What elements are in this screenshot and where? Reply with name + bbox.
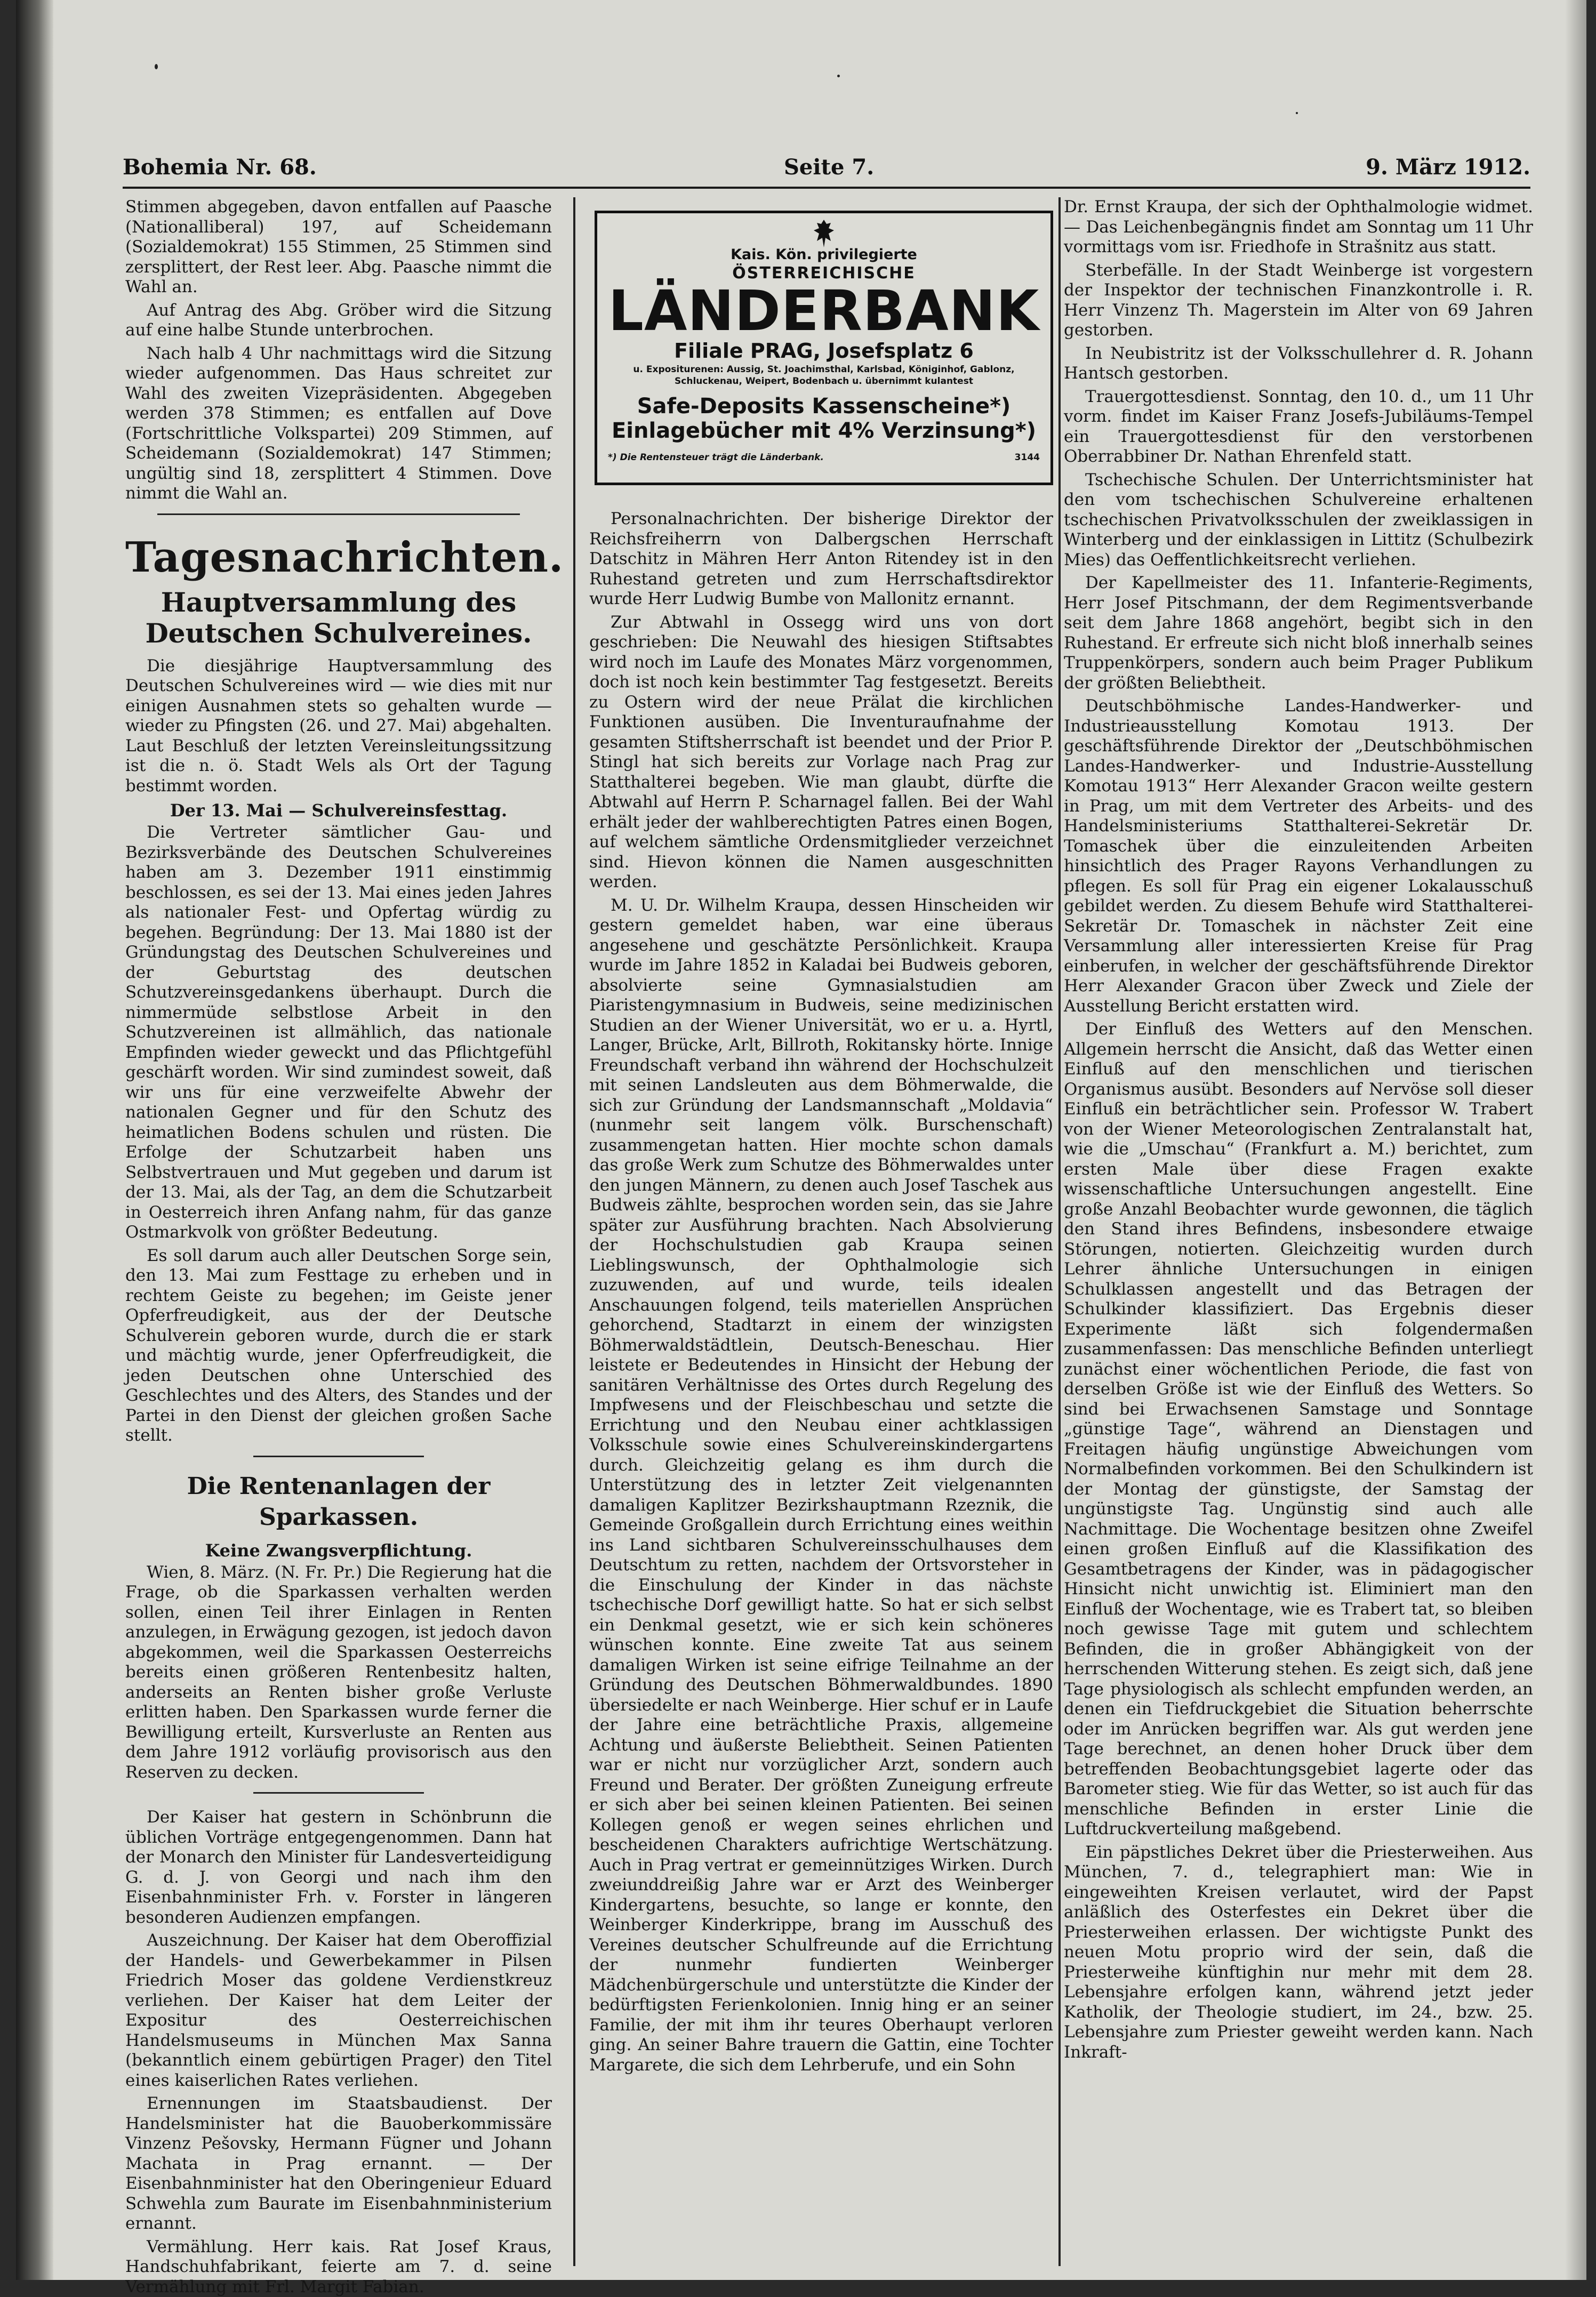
news-item-kapellmeister: Der Kapellmeister des 11. Infanterie-Regiments, Herr Josef Pitschmann, der dem Regimentsverbande seit dem Jahre 1868 angehört, begibt sich in den Ruhestand. Er erfreute sich nicht bloß innerhalb seines Truppenkörpers, sondern auch beim Prager Publikum der größten Beliebtheit. xyxy=(1064,573,1533,693)
page-header xyxy=(123,155,1530,187)
separator xyxy=(157,513,520,515)
section-title: Tagesnachrichten. xyxy=(125,533,552,582)
article-paragraph: Wien, 8. März. (N. Fr. Pr.) Die Regierung hat die Frage, ob die Sparkassen verhalten werden sollen, einen Teil ihrer Einlagen in Renten anzulegen, in Erwägung gezogen, ist jedoch davon abgekommen, weil die Sparkassen Oesterreichs bereits einen größeren Rentenbesitz halten, anderseits an Renten bisher große Verluste erlitten haben. Den Sparkassen wurde ferner die Bewilligung erteilt, Kursverluste an Renten aus dem Jahre 1912 vorläufig provisorisch aus den Reserven zu decken. xyxy=(125,1563,552,1783)
news-item-kaiser: Der Kaiser hat gestern in Schönbrunn die üblichen Vorträge entgegengenommen. Dann hat der Monarch den Minister für Landesverteidigung G. d. J. von Georgi und nach ihm den Eisenbahnminister Frh. v. Forster in längeren besonderen Audienzen empfangen. xyxy=(125,1808,552,1927)
news-item-neubistritz: In Neubistritz ist der Volksschullehrer d. R. Johann Hantsch gestorben. xyxy=(1064,344,1533,384)
header-page-number: Seite 7. xyxy=(784,155,874,180)
ad-branch-address: Filiale PRAG, Josefsplatz 6 xyxy=(597,339,1050,363)
headline-schulverein: Hauptversammlung des Deutschen Schulvereines. xyxy=(125,587,552,649)
news-item-trauergottesdienst: Trauergottesdienst. Sonntag, den 10. d., um 11 Uhr vorm. findet im Kaiser Franz Josefs-Jubiläums-Tempel ein Trauergottesdienst für den verstorbenen Oberrabbiner Dr. Nathan Ehrenfeld statt. xyxy=(1064,387,1533,467)
ad-austrian-line: ÖSTERREICHISCHE xyxy=(597,264,1050,283)
article-paragraph: Die diesjährige Hauptversammlung des Deutschen Schulvereines wird — wie dies mit nur einigen Ausnahmen stets so gehalten wurde — wieder zu Pfingsten (26. und 27. Mai) abgehalten. Laut Beschluß der letzten Vereinsleitungssitzung ist die n. ö. Stadt Wels als Ort der Tagung bestimmt worden. xyxy=(125,656,552,797)
news-item-auszeichnung: Auszeichnung. Der Kaiser hat dem Oberoffizial der Handels- und Gewerbekammer in Pilsen Friedrich Moser das goldene Verdienstkreuz verliehen. Der Kaiser hat dem Leiter der Expositur des Oesterreichischen Handelsmuseums in München Max Sanna (bekanntlich einem gebürtigen Prager) den Titel eines kaiserlichen Rates verliehen. xyxy=(125,1931,552,2091)
column-rule-right xyxy=(1058,197,1061,2266)
article-paragraph: Auf Antrag des Abg. Gröber wird die Sitzung auf eine halbe Stunde unterbrochen. xyxy=(125,301,552,341)
ad-footnote xyxy=(608,452,1040,463)
ad-privileged-line: Kais. Kön. privilegierte xyxy=(597,246,1050,263)
news-item-paepstliches-dekret: Ein päpstliches Dekret über die Priesterweihen. Aus München, 7. d., telegraphiert man: Wie in eingeweihten Kreisen verlautet, wird der Papst anläßlich des Osterfestes ein Dekret über die Priesterweihen erlassen. Der wichtigste Punkt des neuen Motu proprio wird der sein, daß die Priesterweihe künftighin nur mehr mit dem 28. Lebensjahre erfolgen kann, während jetzt jeder Katholik, der Theologie studiert, im 24., bzw. 25. Lebensjahre zum Priester geweiht werden kann. Nach Inkraft- xyxy=(1064,1843,1533,2063)
headline-sparkassen: Die Rentenanlagen der Sparkassen. xyxy=(125,1471,552,1533)
header-rule xyxy=(123,187,1530,189)
print-speck xyxy=(837,75,840,77)
news-item-tschechische-schulen: Tschechische Schulen. Der Unterrichtsminister hat den vom tschechischen Schulvereine erhaltenen tschechischen Privatvolksschulen der zweiklassigen in Winterberg und der einklassigen in Littitz (Schulbezirk Mies) das Oeffentlichkeitsrecht verliehen. xyxy=(1064,470,1533,571)
ad-number: 3144 xyxy=(1015,452,1040,463)
news-item-vermaehlung: Vermählung. Herr kais. Rat Josef Kraus, Handschuhfabrikant, feierte am 7. d. seine Vermählung mit Frl. Margit Fabian. xyxy=(125,2237,552,2297)
news-item-kraupa-continued: Dr. Ernst Kraupa, der sich der Ophthalmologie widmet. — Das Leichenbegängnis findet am Sonntag um 11 Uhr vormittags vom isr. Friedhofe in Strašnitz aus statt. xyxy=(1064,197,1533,258)
print-speck xyxy=(155,64,158,69)
article-paragraph: Nach halb 4 Uhr nachmittags wird die Sitzung wieder aufgenommen. Das Haus schreitet zur Wahl des zweiten Vizepräsidenten. Abgegeben werden 378 Stimmen; es entfallen auf Dove (Fortschrittliche Volkspartei) 209 Stimmen, auf Scheidemann (Sozialdemokrat) 147 Stimmen; ungültig sind 18, zersplittert 4 Stimmen. Dove nimmt die Wahl an. xyxy=(125,344,552,504)
ad-bank-name: LÄNDERBANK xyxy=(597,282,1050,340)
header-date: 9. März 1912. xyxy=(1366,155,1530,180)
subheading-zwangsverpflichtung: Keine Zwangsverpflichtung. xyxy=(125,1540,552,1561)
ad-services-line-2: Einlagebücher mit 4% Verzinsung*) xyxy=(605,419,1043,443)
article-reichstag-continued: Stimmen abgegeben, davon entfallen auf Paasche (Nationalliberal) 197, auf Scheidemann (Sozialdemokrat) 155 Stimmen, 25 Stimmen sind zersplittert, der Rest leer. Abg. Paasche nimmt die Wahl an. xyxy=(125,197,552,298)
news-item-ernennungen: Ernennungen im Staatsbaudienst. Der Handelsminister hat die Bauoberkommissäre Vinzenz Pešovsky, Hermann Fügner und Johann Machata in Prag ernannt. — Der Eisenbahnminister hat den Oberingenieur Eduard Schwehla zum Baurate im Eisenbahnministerium ernannt. xyxy=(125,2094,552,2234)
separator xyxy=(253,1792,424,1794)
column-left xyxy=(125,197,552,2266)
imperial-eagle-icon xyxy=(811,218,837,251)
header-publication: Bohemia Nr. 68. xyxy=(123,155,317,180)
ad-expositur-list: u. Expositurenen: Aussig, St. Joachimsthal, Karlsbad, Königinhof, Gablonz, Schluckenau, Weipert, Bodenbach u. übernimmt kulantest xyxy=(608,364,1040,387)
article-paragraph: Die Vertreter sämtlicher Gau- und Bezirksverbände des Deutschen Schulvereines haben am 3. Dezember 1911 einstimmig beschlossen, es sei der 13. Mai eines jeden Jahres als nationaler Fest- und Opfertag würdig zu begehen. Begründung: Der 13. Mai 1880 ist der Gründungstag des Deutschen Schulvereines und der Geburtstag des deutschen Schutzvereinsgedankens überhaupt. Durch die nimmermüde selbstlose Arbeit in den Schutzvereinen ist allmählich, das nationale Empfinden wieder geweckt und das Pflichtgefühl geschärft worden. Wir sind zumindest soweit, daß wir uns für eine verzweifelte Abwehr der nationalen Gegner und für den Schutz des heimatlichen Bodens schulen und rüsten. Die Erfolge der Schutzarbeit haben uns Selbstvertrauen und Mut gegeben und darum ist der 13. Mai, als der Tag, an dem die Schutzarbeit in Oesterreich ihren Anfang nahm, für das ganze Ostmarkvolk von größter Bedeutung. xyxy=(125,823,552,1243)
binding-gutter xyxy=(16,0,53,2280)
news-item-wetter-einfluss: Der Einfluß des Wetters auf den Menschen. Allgemein herrscht die Ansicht, daß das Wetter einen Einfluß auf den menschlichen und tierischen Organismus ausübt. Besonders auf Nervöse soll dieser Einfluß ein beträchtlicher sein. Professor W. Trabert von der Wiener Meteorologischen Zentralanstalt hat, wie die „Umschau“ (Frankfurt a. M.) berichtet, zum ersten Male über diese Fragen exakte wissenschaftliche Untersuchungen angestellt. Eine große Anzahl Beobachter wurde gewonnen, die täglich den Stand ihres Befindens, insbesondere etwaige Störungen, notierten. Gleichzeitig wurden durch Lehrer ähnliche Untersuchungen in einigen Schulklassen angestellt und das Betragen der Schulkinder klassifiziert. Das Ergebnis dieser Experimente läßt sich folgendermaßen zusammenfassen: Das menschliche Befinden unterliegt zunächst einer wöchentlichen Periode, die fast von derselben Größe ist wie der Einfluß des Wetters. So sind bei Erwachsenen Samstage und Sonntage „günstige Tage“, während an Dienstagen und Freitagen häufig ungünstige Abweichungen vom Normalbefinden vorkommen. Bei den Schulkindern ist der Montag der günstigste, der Samstag der ungünstigste Tag. Ungünstig sind auch alle Nachmittage. Die Wochentage besitzen ohne Zweifel einen großen Einfluß auf die Klassifikation des Gesamtbetragens der Kinder, was in pädagogischer Hinsicht nicht unwichtig ist. Eliminiert man den Einfluß der Wochentage, wie es Trabert tat, so bleiben noch gewisse Tage mit gutem und schlechtem Befinden, die in großer Abhängigkeit von der herrschenden Witterung stehen. Es zeigt sich, daß jene Tage physiologisch als schlecht empfunden werden, an denen ein Tiefdruckgebiet die Situation beherrschte oder im Anrücken begriffen war. Als gut werden jene Tage berechnet, an denen hoher Druck über dem betreffenden Beobachtungsgebiet lagerte oder das Barometer stieg. Wie für das Wetter, so ist auch für das menschliche Befinden in erster Linie die Luftdruckverteilung maßgebend. xyxy=(1064,1019,1533,1840)
article-paragraph: Es soll darum auch aller Deutschen Sorge sein, den 13. Mai zum Festtage zu erheben und in rechtem Geiste zu begehen; im Geiste jener Opferfreudigkeit, aus der der Deutsche Schulverein geboren wurde, durch die er stark und mächtig wurde, jener Opferfreudigkeit, die jeden Deutschen ohne Unterschied des Geschlechtes und des Alters, des Standes und der Partei in den Dienst der gleichen großen Sache stellt. xyxy=(125,1246,552,1446)
news-item-sterbefaelle: Sterbefälle. In der Stadt Weinberge ist vorgestern der Inspektor der technischen Finanzkontrolle i. R. Herr Vinzenz Th. Magerstein im Alter von 69 Jahren gestorben. xyxy=(1064,261,1533,341)
ad-footnote-text: *) Die Rentensteuer trägt die Länderbank. xyxy=(608,452,824,463)
news-item-ausstellung-komotau: Deutschböhmische Landes-Handwerker- und Industrieausstellung Komotau 1913. Der geschäftsführende Direktor der „Deutschböhmischen Landes-Handwerker- und Industrie-Ausstellung Komotau 1913“ Herr Alexander Gracon weilte gestern in Prag, um mit dem Vertreter des Arbeits- und des Handelsministeriums Statthalterei-Sekretär Dr. Tomaschek über die einzuleitenden Arbeiten hinsichtlich des Prager Rayons Verhandlungen zu pflegen. Es soll für Prag ein eigener Lokalausschuß gebildet werden. Zu diesem Behufe wird Statthalterei-Sekretär Dr. Tomaschek in nächster Zeit eine Versammlung aller interessierten Kreise für Prag einberufen, in welcher der geschäftsführende Direktor Herr Alexander Gracon über Zweck und Ziele der Ausstellung Bericht erstatten wird. xyxy=(1064,696,1533,1016)
news-item-abtwahl: Zur Abtwahl in Ossegg wird uns von dort geschrieben: Die Neuwahl des hiesigen Stiftsabtes wird noch im Laufe des Monates März vorgenommen, doch ist noch kein bestimmter Tag festgesetzt. Bereits zu Ostern wird der neue Prälat die kirchlichen Funktionen ausüben. Die Inventuraufnahme der gesamten Stiftsherrschaft ist beendet und der Prior P. Stingl hat sich bereits zur Vorlage nach Prag zur Statthalterei begeben. Wie man glaubt, dürfte die Abtwahl auf Herrn P. Scharnagel fallen. Bei der Wahl erhält jeder der wahlberechtigten Patres einen Bogen, auf welchem sämtliche Ordensmitglieder verzeichnet sind. Hievon können die Namen ausgeschnitten werden. xyxy=(589,613,1053,893)
column-rule-left xyxy=(573,197,575,2266)
column-right xyxy=(1064,197,1533,2266)
separator xyxy=(253,1456,424,1457)
page-edge-shadow xyxy=(1565,0,1586,2280)
column-middle xyxy=(589,509,1053,2266)
news-item-kraupa-obituary: M. U. Dr. Wilhelm Kraupa, dessen Hinscheiden wir gestern gemeldet haben, war eine überaus angesehene und geschätzte Persönlichkeit. Kraupa wurde im Jahre 1852 in Kaladai bei Budweis geboren, absolvierte seine Gymnasialstudien am Piaristengymnasium in Budweis, seine medizinischen Studien an der Wiener Universität, wo er u. a. Hyrtl, Langer, Brücke, Arlt, Billroth, Rokitansky hörte. Innige Freundschaft verband ihn während der Hochschulzeit mit seinen Landsleuten aus dem Böhmerwalde, die sich zur Gründung der Landsmannschaft „Moldavia“ (nunmehr seit langem völk. Burschenschaft) zusammengetan hatten. Hier mochte schon damals das große Werk zum Schutze des Böhmerwaldes unter den jungen Männern, zu denen auch Josef Taschek aus Budweis zählte, besprochen worden sein, das sie Jahre später zur Ausführung brachten. Nach Absolvierung der Hochschulstudien gab Kraupa seinen Lieblingswunsch, der Ophthalmologie sich zuzuwenden, auf und wurde, teils idealen Anschauungen folgend, teils materiellen Ansprüchen gehorchend, Stadtarzt in einem der winzigsten Böhmerwaldstädtlein, Deutsch-Beneschau. Hier leistete er Bedeutendes in Hinsicht der Hebung der sanitären Verhältnisse des Ortes durch Regelung des Impfwesens und der Fleischbeschau und setzte die Errichtung und den Neubau einer achtklassigen Volksschule sowie eines Schulvereinskindergartens durch. Gleichzeitig gelang es ihm durch die Unterstützung des in letzter Zeit vielgenannten damaligen Kaplitzer Bezirkshauptmann Rzeznik, die Gemeinde Großgallein durch Errichtung eines weithin ins Land sichtbaren Schulvereinsschulhauses dem Deutschtum zu retten, nachdem der Ortsvorsteher in die Einschulung der Kinder in das nächste tschechische Dorf gewilligt hatte. So hat er sich selbst ein Denkmal gesetzt, wie er sich kein schöneres wünschen konnte. Eine zweite Tat aus seinem damaligen Wirken ist seine eifrige Teilnahme an der Gründung des Deutschen Böhmerwaldbundes. 1890 übersiedelte er nach Weinberge. Hier schuf er in Laufe der Jahre eine beträchtliche Praxis, allgemeine Achtung und äußerste Beliebtheit. Seinen Patienten war er nicht nur vorzüglicher Arzt, sondern auch Freund und Berater. Der größten Zuneigung erfreute er sich aber bei seinen kleinen Patienten. Bei seinen Kollegen genoß er wegen seines ehrlichen und bescheidenen Charakters aufrichtige Wertschätzung. Auch in Prag vertrat er gemeinnütziges Wirken. Durch zweiunddreißig Jahre war er Arzt des Weinberger Kindergartens, besuchte, so lange er konnte, den Weinberger Kinderkrippe, brang im Ausschuß des Vereines deutscher Schulfreunde auf die Errichtung der nunmehr fundierten Weinberger Mädchenbürgerschule und unterstützte die Kinder der bedürftigsten Ferienkolonien. Innig hing er an seiner Familie, der mit ihm ihr teures Oberhaupt verloren ging. An seiner Bahre trauern die Gattin, eine Tochter Margarete, die sich dem Lehrberufe, und ein Sohn xyxy=(589,896,1053,2076)
print-speck xyxy=(1296,112,1298,114)
advertisement-laenderbank xyxy=(595,211,1053,485)
newspaper-page xyxy=(16,0,1586,2280)
news-item-personal: Personalnachrichten. Der bisherige Direktor der Reichsfreiherrn von Dalbergschen Herrschaft Datschitz in Mähren Herr Anton Ritendey ist in den Ruhestand getreten und zum Herrschaftsdirektor wurde Herr Ludwig Bumbe von Mallonitz ernannt. xyxy=(589,509,1053,609)
ad-services-line-1: Safe-Deposits Kassenscheine*) xyxy=(605,395,1043,418)
subheading-13-mai: Der 13. Mai — Schulvereinsfesttag. xyxy=(125,800,552,821)
